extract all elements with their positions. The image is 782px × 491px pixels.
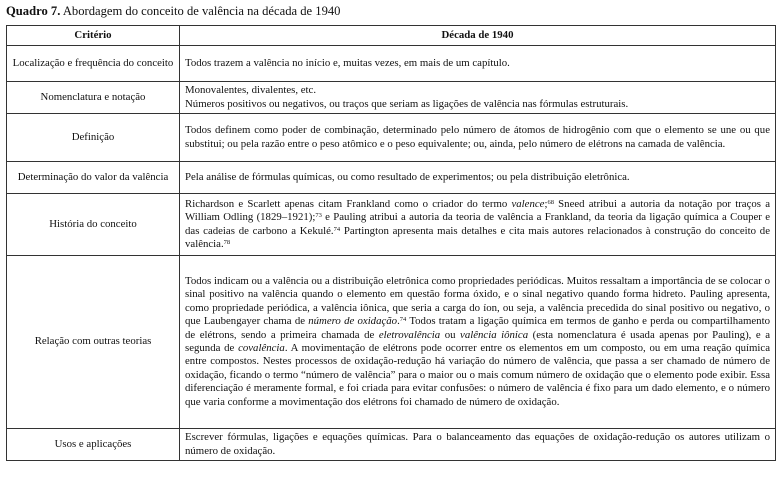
text-run: Escrever fórmulas, ligações e equações químicas. Para o balanceamento das equações de oxidação-redução os autores utilizam o número de oxidação.: [185, 431, 770, 457]
table-row: [7, 46, 776, 82]
italic-term: valence: [511, 197, 545, 210]
text-run: .: [397, 315, 400, 328]
criterion-cell: Definição: [7, 114, 180, 162]
valence-concept-table: [6, 25, 776, 461]
table-caption: [6, 3, 340, 19]
description-cell: [180, 82, 776, 114]
table-row: [7, 194, 776, 256]
description-cell: [180, 429, 776, 461]
text-run: ou: [440, 328, 461, 341]
italic-term: número de oxidação: [308, 315, 398, 328]
text-run: Sneed atribui a autoria da notação por traços a William Odling (1829–1921);: [185, 197, 770, 224]
text-run: (esta nomenclatura é usada apenas por Pauling), e a segunda de: [185, 328, 770, 354]
citation-ref: 73: [315, 212, 322, 220]
description-cell: [180, 114, 776, 162]
criterion-cell: Determinação do valor da valência: [7, 162, 180, 194]
description-line: Monovalentes, divalentes, etc.: [185, 84, 317, 97]
text-run: e Pauling atribui a autoria da teoria de valência a Frankland, da teoria da ligação química a Couper e das cadeias de carbono a Kekulé.: [185, 211, 770, 237]
text-run: Pela análise de fórmulas químicas, ou como resultado de experimentos; ou pela distribuição eletrônica.: [185, 170, 630, 183]
table-row: [7, 256, 776, 429]
text-run: Partington apresenta mais detalhes e cita mais autores relacionados à construção do conceito de valência.: [185, 224, 770, 250]
table-row: [7, 429, 776, 461]
table-row: [7, 82, 776, 114]
citation-ref: 78: [223, 238, 231, 246]
text-run: Richardson e Scarlett apenas citam Frankland como o criador do termo: [185, 197, 512, 210]
table-header-row: [7, 26, 776, 46]
text-run: Todos trazem a valência no início e, muitas vezes, em mais de um capítulo.: [185, 56, 510, 69]
description-cell: [180, 46, 776, 82]
citation-ref: 74: [333, 225, 341, 233]
italic-term: covalência: [238, 342, 285, 354]
criterion-cell: História do conceito: [7, 194, 180, 256]
caption-text: Abordagem do conceito de valência na década de 1940: [60, 4, 341, 18]
header-decade: Década de 1940: [180, 26, 776, 46]
italic-term: valência iônica: [460, 328, 529, 341]
text-run: Todos tratam a ligação química em termos de ganho e perda ou compartilhamento de elétrons, sendo a primeira chamada de: [185, 315, 770, 341]
criterion-cell: Usos e aplicações: [7, 429, 180, 461]
table-row: [7, 162, 776, 194]
criterion-cell: Nomenclatura e notação: [7, 82, 180, 114]
caption-label: Quadro 7.: [6, 4, 61, 18]
criterion-cell: Relação com outras teorias: [7, 256, 180, 429]
text-run: ;: [544, 197, 548, 210]
citation-ref: 68: [547, 198, 554, 206]
text-run: Todos indicam ou a valência ou a distribuição eletrônica como propriedades periódicas. Muitos ressaltam a importância de se colocar o sinal positivo na valência quando o elemento em questão forma óxido, e o sinal negativo quando forma hidreto. Pauling apresenta, como propriedade periódica, a valência iônica, que seria a carga do íon, ou seja, a valência precedida do sinal positivo ou negativo, o que Laubengayer chama de: [185, 274, 770, 328]
criterion-cell: Localização e frequência do conceito: [7, 46, 180, 82]
text-run: Todos definem como poder de combinação, determinado pelo número de átomos de hidrogênio com que o elemento se une ou que substitui; ou pela razão entre o peso atômico e o peso equivalente; ou, ainda, pelo número de elétrons na camada de valência.: [185, 124, 770, 150]
description-line: Números positivos ou negativos, ou traços que seriam as ligações de valência nas fórmulas estruturais.: [185, 97, 629, 110]
citation-ref: 74: [399, 316, 407, 324]
header-criterion: Critério: [7, 26, 180, 46]
table-row: [7, 114, 776, 162]
description-cell: [180, 256, 776, 429]
description-cell: [180, 162, 776, 194]
text-run: . A movimentação de elétrons pode ocorrer entre os elementos em um composto, ou em uma reação química entre compostos. Nestes processos de oxidação-redução há variação do número de valência, que passa a ser chamado de número de oxidação, ficando o termo “número de valência” para o maior ou o mais comum número de oxidação que o elemento pode exibir. Essa diferenciação é meramente formal, e foi criada para evitar confusões: o número de valência é fixo para um dado elemento, e o número que varia conforme a movimentação dos elétrons foi chamado de número de oxidação.: [185, 342, 770, 408]
description-cell: [180, 194, 776, 256]
italic-term: eletrovalência: [378, 328, 441, 341]
